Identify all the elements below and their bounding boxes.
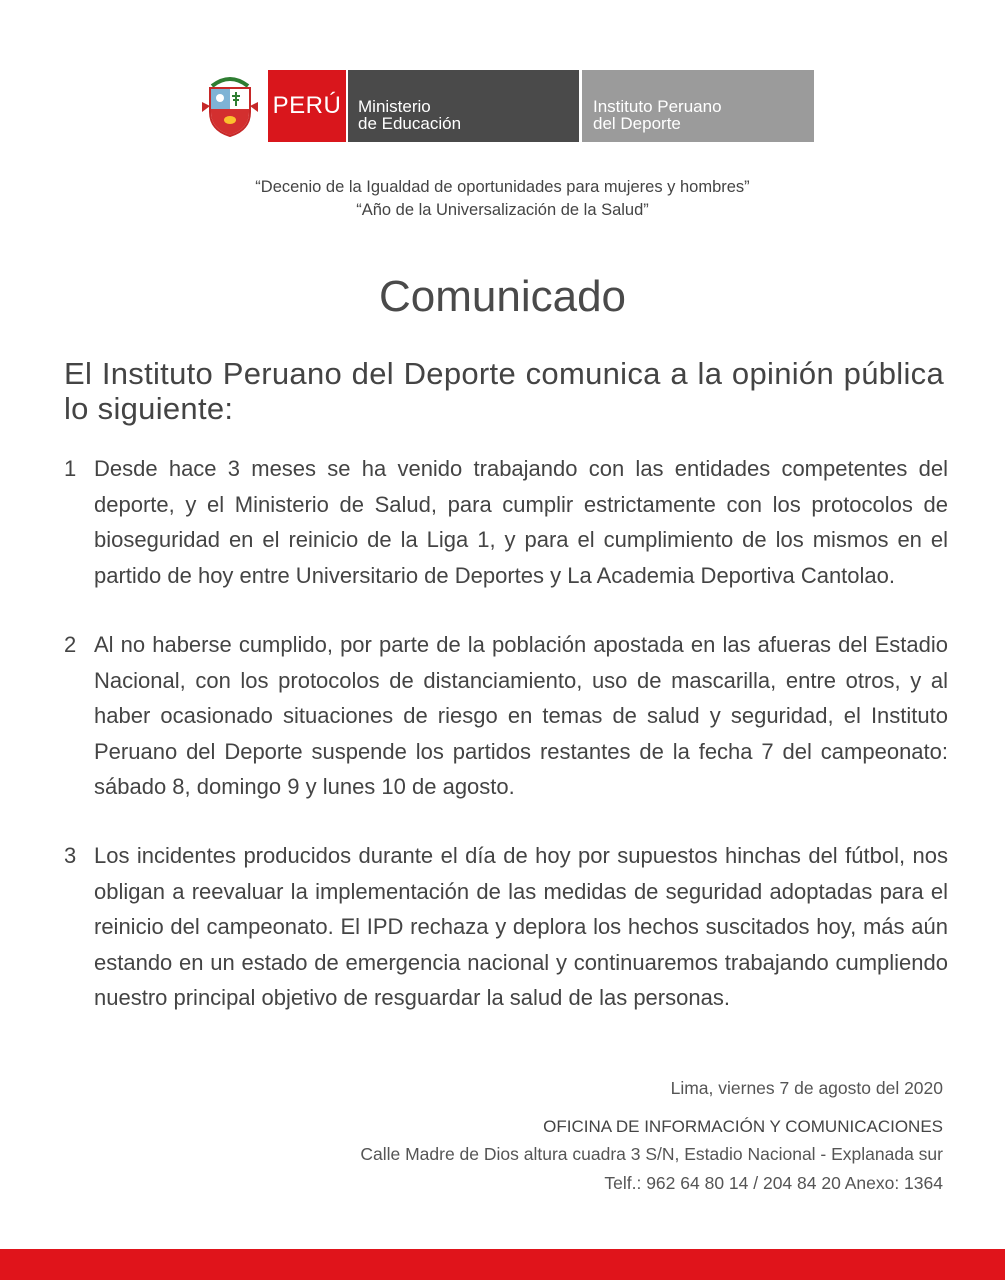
list-item-number: 2 (64, 632, 77, 657)
ipd-line-1: Instituto Peruano (593, 97, 722, 116)
footer-office: OFICINA DE INFORMACIÓN Y COMUNICACIONES (543, 1117, 943, 1136)
motto-line-1: “Decenio de la Igualdad de oportunidades para mujeres y hombres” (255, 178, 750, 196)
page-title: Comunicado (378, 272, 627, 321)
bottom-red-bar (0, 1249, 1005, 1280)
header-logos (200, 70, 815, 144)
official-mottos (0, 176, 1005, 222)
footer-signature (360, 1075, 943, 1198)
list-item-text: Desde hace 3 meses se ha venido trabajando con las entidades competentes del deporte, y el Ministerio de Salud, para cumplir estrictamente con los protocolos de bioseguridad en el reinicio de la Liga 1, y para el cumplimiento de los mismos en el partido de hoy entre Universitario de Deportes y La Academia Deportiva Cantolao. (94, 456, 948, 588)
ipd-label (582, 70, 814, 142)
footer-phone: Telf.: 962 64 80 14 / 204 84 20 Anexo: 1364 (604, 1173, 943, 1193)
peru-label: PERÚ (268, 70, 346, 142)
list-item-text: Los incidentes producidos durante el día de hoy por supuestos hinchas del fútbol, nos obligan a reevaluar la implementación de las medidas de seguridad adoptadas para el reinicio del campeonato. El IPD rechaza y deplora los hechos suscitados hoy, más aún estando en un estado de emergencia nacional y continuaremos trabajando cumpliendo nuestro principal objetivo de resguardar la salud de las personas. (94, 843, 948, 1010)
ministry-of-education-label (348, 70, 579, 142)
ministry-line-2: de Educación (358, 114, 462, 133)
ipd-line-2: del Deporte (593, 114, 681, 133)
peru-coat-of-arms-icon (200, 72, 260, 138)
motto-line-2: “Año de la Universalización de la Salud” (356, 201, 649, 219)
footer-date: Lima, viernes 7 de agosto del 2020 (670, 1078, 943, 1098)
intro-heading: El Instituto Peruano del Deporte comunica a la opinión pública lo siguiente: (64, 356, 944, 426)
list-item-text: Al no haberse cumplido, por parte de la población apostada en las afueras del Estadio Nacional, con los protocolos de distanciamiento, uso de mascarilla, entre otros, y al haber ocasionado situaciones de riesgo en temas de salud y seguridad, el Instituto Peruano del Deporte suspende los partidos restantes de la fecha 7 del campeonato: sábado 8, domingo 9 y lunes 10 de agosto. (94, 632, 948, 799)
list-item-number: 1 (64, 456, 77, 481)
list-item-number: 3 (64, 843, 77, 868)
footer-address: Calle Madre de Dios altura cuadra 3 S/N, Estadio Nacional - Explanada sur (360, 1144, 943, 1164)
ministry-line-1: Ministerio (358, 97, 431, 116)
